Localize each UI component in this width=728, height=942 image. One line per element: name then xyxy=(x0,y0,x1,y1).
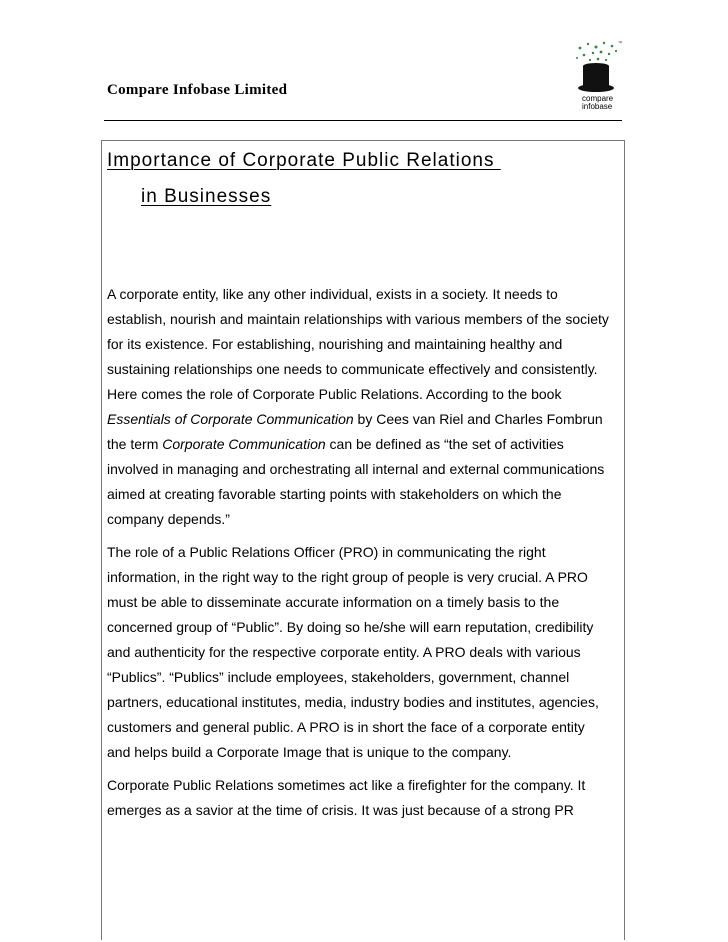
text-line xyxy=(107,457,622,482)
text-line xyxy=(107,665,622,690)
paragraph xyxy=(107,282,622,532)
text-segment: can be defined as “the set of activities xyxy=(325,436,564,452)
text-segment: and authenticity for the respective corporate entity. A PRO deals with various xyxy=(107,644,581,660)
text-line xyxy=(107,507,622,532)
document-body xyxy=(107,282,622,831)
paragraph xyxy=(107,773,622,823)
text-line xyxy=(107,590,622,615)
paragraph xyxy=(107,540,622,765)
italic-text: Corporate Communication xyxy=(162,436,326,452)
text-segment: Here comes the role of Corporate Public Relations. According to the book xyxy=(107,386,562,402)
text-segment: Corporate Public Relations sometimes act like a firefighter for the company. It xyxy=(107,777,586,793)
text-segment: The role of a Public Relations Officer (PRO) in communicating the right xyxy=(107,544,546,560)
document-title: Importance of Corporate Public Relations xyxy=(107,150,501,171)
text-segment: concerned group of “Public”. By doing so he/she will earn reputation, credibility xyxy=(107,619,594,635)
text-segment: emerges as a savior at the time of crisis. It was just because of a strong PR xyxy=(107,802,574,818)
text-segment: by Cees van Riel and Charles Fombrun xyxy=(353,411,603,427)
text-line xyxy=(107,690,622,715)
text-line xyxy=(107,773,622,798)
text-line xyxy=(107,382,622,407)
text-line xyxy=(107,540,622,565)
header-divider xyxy=(104,120,622,121)
text-line xyxy=(107,615,622,640)
italic-text: Essentials of Corporate Communication xyxy=(107,411,354,427)
company-name: Compare Infobase Limited xyxy=(107,82,288,98)
text-segment: customers and general public. A PRO is in short the face of a corporate entity xyxy=(107,719,585,735)
text-line xyxy=(107,740,622,765)
text-segment: company depends.” xyxy=(107,511,230,527)
text-segment: involved in managing and orchestrating all internal and external communications xyxy=(107,461,605,477)
text-line xyxy=(107,432,622,457)
text-line xyxy=(107,282,622,307)
text-segment: the term xyxy=(107,436,163,452)
text-segment: establish, nourish and maintain relationships with various members of the society xyxy=(107,311,609,327)
text-line xyxy=(107,715,622,740)
text-segment: A corporate entity, like any other individual, exists in a society. It needs to xyxy=(107,286,558,302)
text-line xyxy=(107,332,622,357)
svg-text:™: ™ xyxy=(618,40,622,45)
text-segment: aimed at creating favorable starting points with stakeholders on which the xyxy=(107,486,562,502)
text-segment: “Publics”. “Publics” include employees, stakeholders, government, channel xyxy=(107,669,570,685)
text-line xyxy=(107,482,622,507)
text-line xyxy=(107,307,622,332)
text-line xyxy=(107,357,622,382)
text-segment: sustaining relationships one needs to communicate effectively and consistently. xyxy=(107,361,598,377)
text-line xyxy=(107,407,622,432)
text-line xyxy=(107,640,622,665)
text-segment: information, in the right way to the right group of people is very crucial. A PRO xyxy=(107,569,588,585)
text-line xyxy=(107,798,622,823)
text-segment: partners, educational institutes, media, industry bodies and institutes, agencies, xyxy=(107,694,599,710)
document-title-line2: in Businesses xyxy=(141,186,272,207)
text-segment: and helps build a Corporate Image that is unique to the company. xyxy=(107,744,512,760)
text-segment: for its existence. For establishing, nourishing and maintaining healthy and xyxy=(107,336,563,352)
text-line xyxy=(107,565,622,590)
text-segment: must be able to disseminate accurate information on a timely basis to the xyxy=(107,594,560,610)
logo-text: compare infobase xyxy=(582,94,614,111)
